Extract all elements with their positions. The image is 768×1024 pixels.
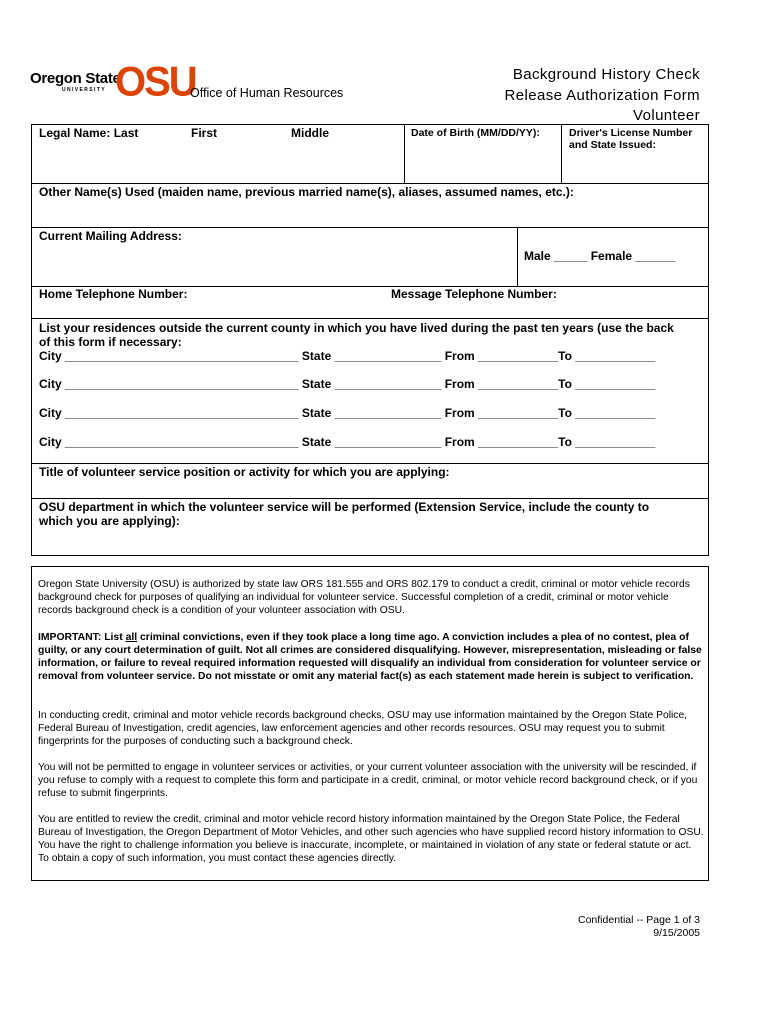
osu-logo: OSU (115, 58, 196, 106)
mailing-address-field[interactable]: Current Mailing Address: (39, 229, 182, 243)
notice-paragraph-authority: Oregon State University (OSU) is authorized by state law ORS 181.555 and ORS 802.179 to conduct a credit, criminal or motor vehicle records background check for purposes of qualifying an individual for volunteer service. Successful completion of a credit, criminal or motor vehicle records background check is a condition of your volunteer association with OSU. (38, 579, 690, 616)
legal-name-label: Legal Name: Last (39, 126, 139, 140)
divider (32, 227, 708, 228)
home-phone-field[interactable]: Home Telephone Number: (39, 287, 188, 301)
other-names-field[interactable]: Other Name(s) Used (maiden name, previous married name(s), aliases, assumed names, etc.): (39, 185, 574, 199)
residence-row[interactable]: City ___________________________________ State ________________ From ____________To ____________ (39, 377, 656, 391)
divider (404, 125, 405, 183)
drivers-license-field[interactable]: Driver's License Number and State Issued: (569, 127, 693, 151)
notice-paragraph-refusal: You will not be permitted to engage in volunteer services or activities, or your current volunteer association with the university will be rescinded, if you refuse to comply with a request to complete this form and participate in a credit, criminal, or motor vehicle record background check, or if you refuse to submit fingerprints. (38, 762, 698, 799)
important-label: IMPORTANT: (38, 632, 102, 643)
notice-paragraph-rights: You are entitled to review the credit, criminal and motor vehicle record history information maintained by the Oregon State Police, the Federal Bureau of Investigation, the Oregon Department of Motor Vehicles, and other such agencies who have supplied record history information to OSU. You have the right to challenge information you believe is inaccurate, incomplete, or maintained in violation of any state or federal statute or act. To obtain a copy of such information, you must contact these agencies directly. (38, 814, 704, 864)
residence-row[interactable]: City ___________________________________ State ________________ From ____________To ____________ (39, 406, 656, 420)
authorization-notice (31, 566, 709, 881)
residence-row[interactable]: City ___________________________________ State ________________ From ____________To ____________ (39, 435, 656, 449)
logo-wordmark: Oregon State (30, 70, 121, 87)
page-footer: Confidential -- Page 1 of 3 (578, 914, 700, 926)
department-field-line1[interactable]: OSU department in which the volunteer service will be performed (Extension Service, include the county to (39, 500, 650, 514)
divider (561, 125, 562, 183)
revision-date: 9/15/2005 (653, 927, 700, 939)
form-title-line1: Background History Check (512, 66, 700, 83)
office-name: Office of Human Resources (190, 86, 344, 100)
message-phone-field[interactable]: Message Telephone Number: (391, 287, 557, 301)
logo-university-text: UNIVERSITY (62, 87, 107, 93)
residences-instructions-line1: List your residences outside the current county in which you have lived during the past ten years (use the back (39, 321, 674, 335)
form-table (31, 124, 709, 556)
first-name-label: First (191, 126, 218, 140)
divider (32, 463, 708, 464)
gender-field[interactable]: Male _____ Female ______ (524, 249, 676, 263)
divider (32, 498, 708, 499)
divider (32, 183, 708, 184)
important-all: all (125, 632, 138, 643)
notice-paragraph-sources: In conducting credit, criminal and motor vehicle records background checks, OSU may use information maintained by the Oregon State Police, Federal Bureau of Investigation, credit agencies, law enforcement agencies and other records resources. OSU may request you to submit fingerprints for the purposes of conducting such a background check. (38, 710, 688, 747)
divider (32, 318, 708, 319)
form-title-line3: Volunteer (633, 107, 700, 124)
important-list: List (104, 632, 126, 643)
important-text: criminal convictions, even if they took place a long time ago. A conviction includes a plea of no contest, plea of guilty, or any court determination of guilt. Not all crimes are considered disqualifying. However, misrepresentation, misleading or false information, or failure to reveal required information requested will disqualify an individual from consideration for volunteer service or removal from volunteer service. Do not misstate or omit any material fact(s) as each statement made herein is subject to verification. (38, 632, 702, 682)
position-title-field[interactable]: Title of volunteer service position or activity for which you are applying: (39, 465, 450, 479)
department-field-line2[interactable]: which you are applying): (39, 514, 180, 528)
dob-field[interactable]: Date of Birth (MM/DD/YY): (411, 127, 540, 139)
notice-paragraph-important (38, 632, 704, 684)
divider (517, 227, 518, 286)
residence-row[interactable]: City ___________________________________ State ________________ From ____________To ____________ (39, 349, 656, 363)
middle-name-label: Middle (291, 126, 329, 140)
form-title-line2: Release Authorization Form (504, 87, 700, 104)
residences-instructions-line2: of this form if necessary: (39, 335, 182, 349)
